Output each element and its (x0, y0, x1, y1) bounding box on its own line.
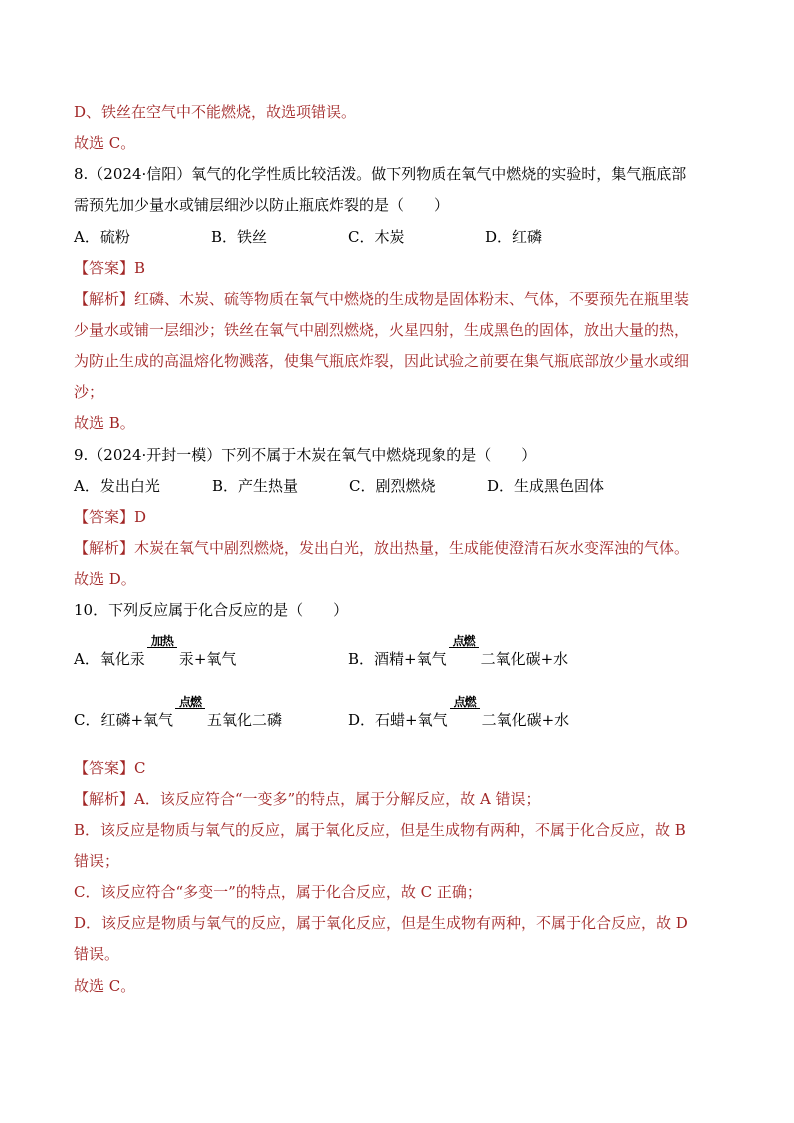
answer-label: 【答案】 (74, 508, 135, 526)
q8-answer (74, 258, 145, 278)
q8-option-d: D．红磷 (485, 228, 543, 246)
analysis-label: 【解析】 (74, 539, 135, 557)
analysis-text: A．该反应符合“一变多”的特点，属于分解反应，故 A 错误； (134, 790, 541, 808)
q8-analysis-line3: 为防止生成的高温熔化物溅落，使集气瓶底炸裂，因此试验之前要在集气瓶底部放少量水或细 (74, 352, 690, 370)
q10-option-d (348, 695, 570, 730)
reaction-arrow (448, 695, 482, 730)
q10-option-c (74, 695, 283, 730)
q9-option-d: D．生成黑色固体 (487, 477, 605, 495)
reaction-arrow (447, 634, 481, 669)
prev-choose-line: 故选 C。 (74, 134, 136, 152)
answer-label: 【答案】 (74, 259, 135, 277)
q8-analysis-line2: 少量水或铺一层细沙；铁丝在氧气中剧烈燃烧，火星四射，生成黑色的固体，放出大量的热， (74, 321, 690, 339)
q8-stem-line2: 需预先加少量水或铺层细沙以防止瓶底炸裂的是（ ） (74, 196, 450, 214)
q10-option-a (74, 634, 237, 669)
q9-answer (74, 507, 146, 527)
answer-value: D (134, 508, 147, 526)
q8-option-b: B．铁丝 (211, 228, 268, 246)
q10-analysis-b-line2: 错误； (74, 852, 120, 870)
reaction-condition: 点燃 (453, 695, 476, 709)
q8-analysis-line1 (74, 289, 689, 309)
answer-value: C (134, 759, 146, 777)
answer-label: 【答案】 (74, 759, 135, 777)
reactant: B．酒精+氧气 (348, 650, 447, 668)
prev-option-d-analysis: D、铁丝在空气中不能燃烧，故选项错误。 (74, 103, 357, 121)
q10-answer (74, 758, 146, 778)
product: 汞+氧气 (178, 650, 237, 668)
reaction-condition: 点燃 (452, 634, 475, 648)
q10-choose-line: 故选 C。 (74, 977, 136, 995)
analysis-text: 木炭在氧气中剧烈燃烧，发出白光，放出热量，生成能使澄清石灰水变浑浊的气体。 (134, 539, 690, 557)
reactant: D．石蜡+氧气 (348, 711, 448, 729)
q9-stem: 9.（2024·开封一模）下列不属于木炭在氧气中燃烧现象的是（ ） (74, 446, 537, 464)
reaction-condition: 加热 (150, 634, 173, 648)
q9-option-c: C．剧烈燃烧 (349, 477, 436, 495)
reaction-arrow (173, 695, 207, 730)
q10-analysis-b-line1: B．该反应是物质与氧气的反应，属于氧化反应，但是生成物有两种，不属于化合反应，故 B (74, 821, 686, 839)
reaction-condition: 点燃 (179, 695, 202, 709)
reactant: C．红磷+氧气 (74, 711, 174, 729)
q10-analysis-a (74, 789, 541, 809)
q8-option-a: A．硫粉 (74, 228, 130, 246)
product: 二氧化碳+水 (481, 711, 570, 729)
q10-analysis-d-line2: 错误。 (74, 945, 120, 963)
q9-option-b: B．产生热量 (212, 477, 299, 495)
analysis-text: 红磷、木炭、硫等物质在氧气中燃烧的生成物是固体粉末、气体，不要预先在瓶里装 (134, 290, 690, 308)
q9-option-a: A．发出白光 (74, 477, 160, 495)
product: 五氧化二磷 (207, 711, 283, 729)
product: 二氧化碳+水 (480, 650, 569, 668)
analysis-label: 【解析】 (74, 290, 135, 308)
reactant: A．氧化汞 (74, 650, 145, 668)
answer-value: B (134, 259, 146, 277)
q10-analysis-d-line1: D．该反应是物质与氧气的反应，属于氧化反应，但是生成物有两种，不属于化合反应，故 D (74, 914, 688, 932)
q9-choose-line: 故选 D。 (74, 570, 136, 588)
q8-option-c: C．木炭 (348, 228, 405, 246)
analysis-label: 【解析】 (74, 790, 135, 808)
q8-choose-line: 故选 B。 (74, 414, 135, 432)
reaction-arrow (145, 634, 179, 669)
q9-options (74, 476, 604, 496)
q10-stem: 10．下列反应属于化合反应的是（ ） (74, 601, 349, 619)
q9-analysis (74, 538, 689, 558)
q10-option-b (348, 634, 569, 669)
q8-options (74, 227, 542, 247)
q10-analysis-c: C．该反应符合“多变一”的特点，属于化合反应，故 C 正确； (74, 883, 482, 901)
q8-analysis-line4: 沙； (74, 383, 105, 401)
q8-stem-line1: 8.（2024·信阳）氧气的化学性质比较活泼。做下列物质在氧气中燃烧的实验时，集气瓶底部 (74, 165, 687, 183)
